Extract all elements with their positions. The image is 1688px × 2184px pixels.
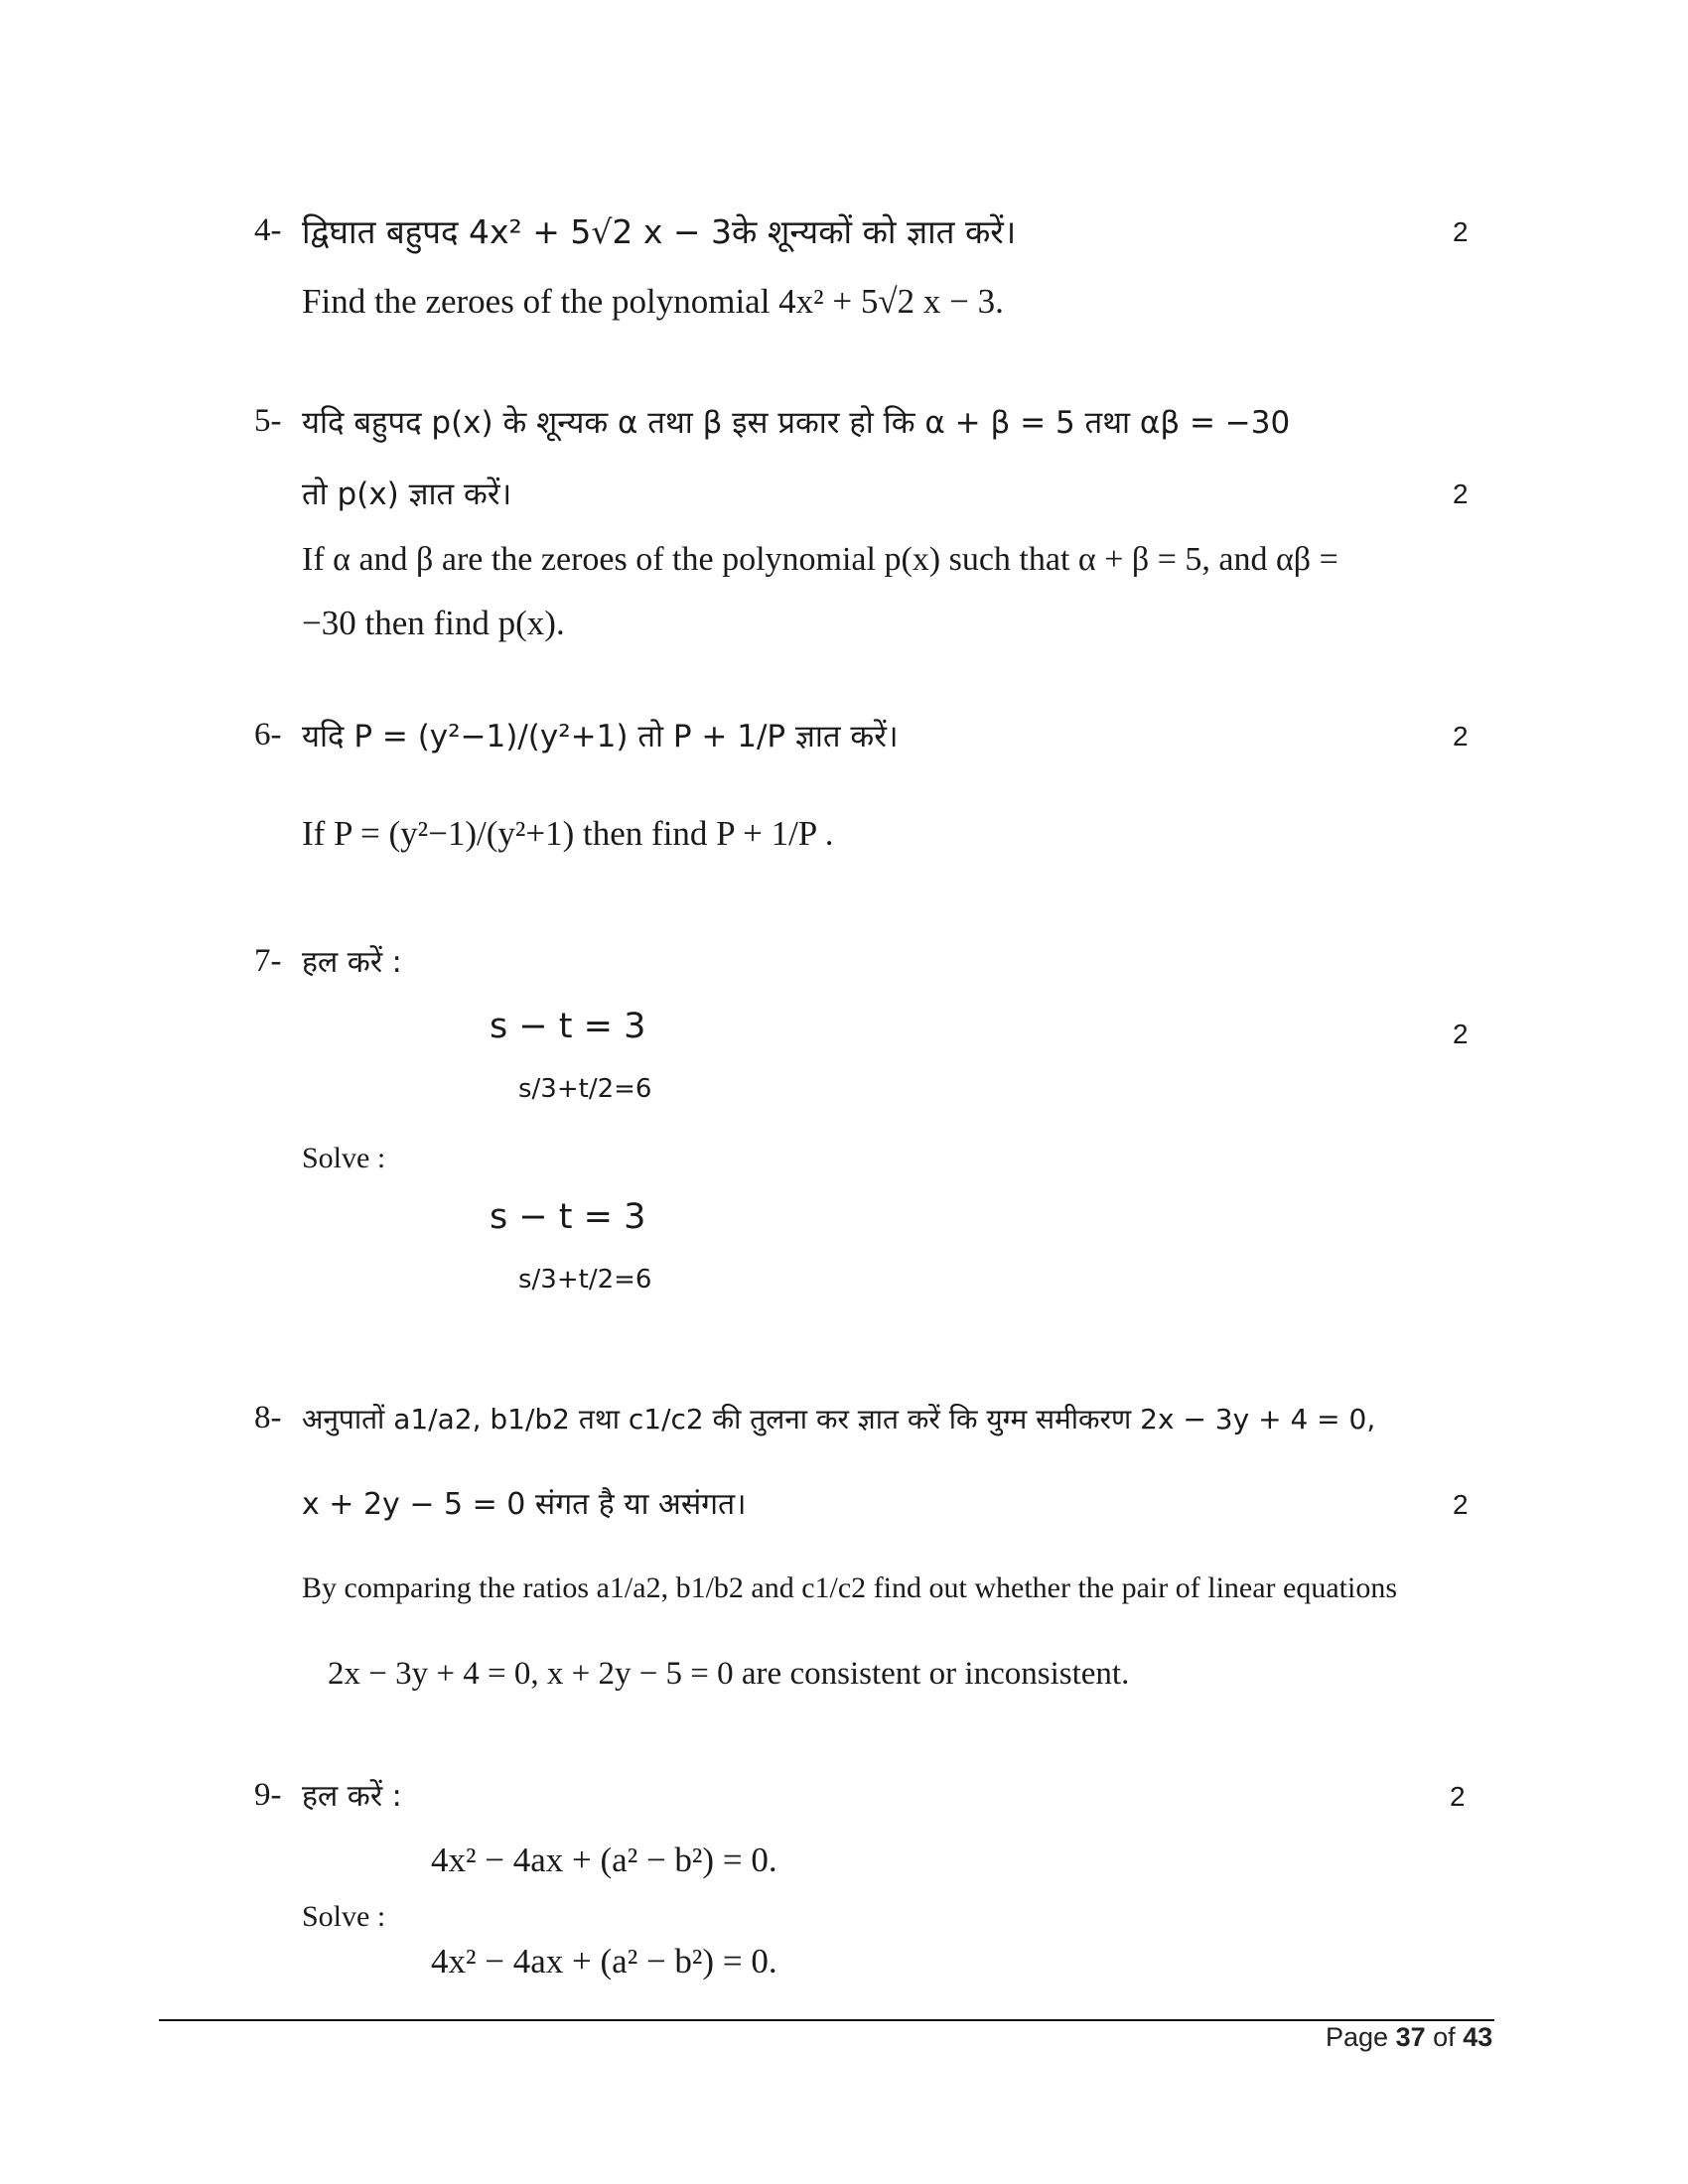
solve-label: Solve : — [302, 1900, 386, 1933]
footer-page-total: 43 — [1463, 2022, 1493, 2052]
footer-of-word: of — [1433, 2022, 1456, 2052]
question-number: 9- — [254, 1777, 282, 1813]
equation: 4x² − 4ax + (a² − b²) = 0. — [431, 1942, 777, 1980]
page-footer — [1326, 2017, 1492, 2057]
footer-page-number: 37 — [1395, 2022, 1426, 2052]
question-english-text: 2x − 3y + 4 = 0, x + 2y − 5 = 0 are consistent or inconsistent. — [328, 1656, 1130, 1692]
question-hindi-text: हल करें : — [302, 1779, 402, 1814]
marks: 2 — [1453, 478, 1469, 509]
question-english-text: By comparing the ratios a1/a2, b1/b2 and c1/c2 find out whether the pair of linear equations — [302, 1571, 1398, 1604]
question-hindi-text: तो p(x) ज्ञात करें। — [302, 477, 512, 512]
question-hindi-text: x + 2y − 5 = 0 संगत है या असंगत। — [302, 1487, 747, 1522]
marks: 2 — [1453, 1019, 1469, 1049]
solve-label: Solve : — [302, 1142, 386, 1174]
equation: s/3+t/2=6 — [518, 1265, 652, 1295]
question-english-text: If P = (y²−1)/(y²+1) then find P + 1/P . — [302, 814, 834, 853]
marks: 2 — [1453, 1489, 1469, 1520]
question-number: 7- — [254, 943, 282, 979]
question-number: 8- — [254, 1400, 282, 1435]
equation: s − t = 3 — [490, 1197, 646, 1237]
question-number: 4- — [254, 212, 282, 248]
footer-divider — [159, 2019, 1494, 2021]
question-hindi-text: अनुपातों a1/a2, b1/b2 तथा c1/c2 की तुलना कर ज्ञात करें कि युग्म समीकरण 2x − 3y + 4 = 0, — [302, 1403, 1376, 1435]
question-english-text: −30 then find p(x). — [302, 604, 565, 642]
question-number: 6- — [254, 717, 282, 752]
question-english-text: Find the zeroes of the polynomial 4x² + 5√2 x − 3. — [302, 282, 1004, 321]
question-hindi-text: यदि P = (y²−1)/(y²+1) तो P + 1/P ज्ञात करें। — [302, 719, 899, 754]
question-english-text: If α and β are the zeroes of the polynomial p(x) such that α + β = 5, and αβ = — [302, 541, 1338, 578]
equation: s/3+t/2=6 — [518, 1074, 652, 1104]
marks: 2 — [1450, 1781, 1466, 1812]
footer-page-word: Page — [1326, 2022, 1389, 2052]
equation: s − t = 3 — [490, 1007, 646, 1046]
question-hindi-text: द्विघात बहुपद 4x² + 5√2 x − 3के शून्यकों को ज्ञात करें। — [302, 212, 1017, 251]
marks: 2 — [1453, 216, 1469, 247]
question-hindi-text: हल करें : — [302, 945, 402, 980]
equation: 4x² − 4ax + (a² − b²) = 0. — [431, 1841, 777, 1879]
question-number: 5- — [254, 403, 282, 439]
marks: 2 — [1453, 721, 1469, 751]
question-hindi-text: यदि बहुपद p(x) के शून्यक α तथा β इस प्रकार हो कि α + β = 5 तथा αβ = −30 — [302, 405, 1291, 441]
